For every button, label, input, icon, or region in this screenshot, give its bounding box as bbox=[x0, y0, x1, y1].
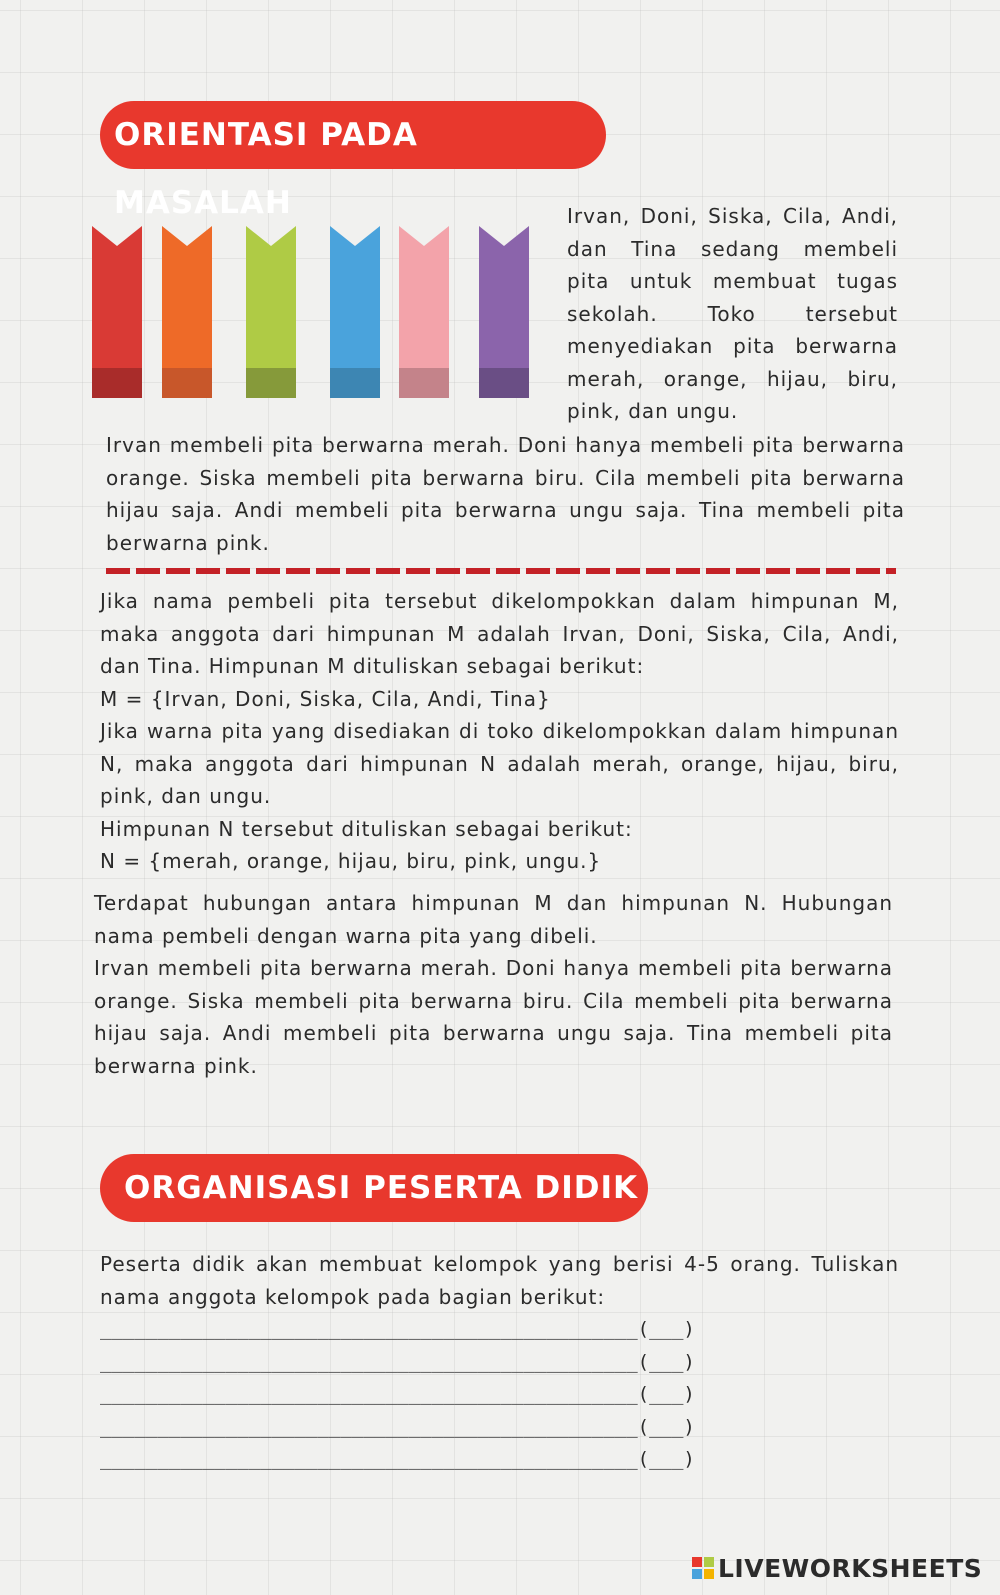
set-n-intro: Himpunan N tersebut dituliskan sebagai berikut: bbox=[100, 816, 633, 841]
group-member-blanks bbox=[100, 1313, 695, 1476]
intro-paragraph: Irvan, Doni, Siska, Cila, Andi, dan Tina sedang membeli pita untuk membuat tugas sekolah. Toko tersebut menyediakan pita berwarna merah, orange, hijau, biru, pink, dan ungu. bbox=[567, 204, 898, 423]
purchases-repeat: Irvan membeli pita berwarna merah. Doni hanya membeli pita berwarna orange. Siska membeli pita berwarna biru. Cila membeli pita berwarna hijau saja. Andi membeli pita berwarna ungu saja. Tina membeli pita berwarna pink. bbox=[94, 956, 893, 1078]
set-n-notation: N = {merah, orange, hijau, biru, pink, ungu.} bbox=[100, 849, 602, 873]
section-title-orientasi: ORIENTASI PADA MASALAH bbox=[100, 101, 606, 169]
section-title-organisasi: ORGANISASI PESERTA DIDIK bbox=[100, 1154, 648, 1222]
liveworksheets-logo bbox=[692, 1553, 982, 1583]
group-instruction: Peserta didik akan membuat kelompok yang berisi 4-5 orang. Tuliskan nama anggota kelompok pada bagian berikut: bbox=[100, 1252, 899, 1309]
ribbon-purple bbox=[479, 226, 529, 398]
ribbon-green bbox=[246, 226, 296, 398]
member-blank-5[interactable]: _______________________________________________(___) bbox=[100, 1448, 695, 1470]
ribbon-red bbox=[92, 226, 142, 398]
dashed-divider bbox=[106, 566, 896, 576]
member-blank-1[interactable]: _______________________________________________(___) bbox=[100, 1318, 695, 1340]
set-m-block bbox=[100, 585, 899, 878]
logo-brand-text: LIVEWORKSHEETS bbox=[718, 1553, 983, 1583]
relation-text: Terdapat hubungan antara himpunan M dan himpunan N. Hubungan nama pembeli dengan warna pita yang dibeli. bbox=[94, 891, 893, 948]
ribbon-pink bbox=[399, 226, 449, 398]
purchases-paragraph: Irvan membeli pita berwarna merah. Doni hanya membeli pita berwarna orange. Siska membeli pita berwarna biru. Cila membeli pita berwarna hijau saja. Andi membeli pita berwarna ungu saja. Tina membeli pita berwarna pink. bbox=[106, 433, 905, 555]
set-m-notation: M = {Irvan, Doni, Siska, Cila, Andi, Tina} bbox=[100, 686, 551, 711]
member-blank-4[interactable]: _______________________________________________(___) bbox=[100, 1415, 695, 1438]
member-blank-3[interactable]: _______________________________________________(___) bbox=[100, 1383, 695, 1405]
relation-block bbox=[94, 887, 893, 1082]
ribbon-orange bbox=[162, 226, 212, 398]
set-n-description: Jika warna pita yang disediakan di toko dikelompokkan dalam himpunan N, maka anggota dari himpunan N adalah merah, orange, hijau, biru, pink, dan ungu. bbox=[100, 719, 899, 808]
logo-grid-icon bbox=[692, 1557, 714, 1579]
ribbon-blue bbox=[330, 226, 380, 398]
set-m-description: Jika nama pembeli pita tersebut dikelompokkan dalam himpunan M, maka anggota dari himpunan M adalah Irvan, Doni, Siska, Cila, Andi, dan Tina. Himpunan M dituliskan sebagai berikut: bbox=[100, 589, 899, 678]
ribbon-illustration bbox=[92, 226, 542, 402]
member-blank-2[interactable]: _______________________________________________(___) bbox=[100, 1350, 695, 1373]
